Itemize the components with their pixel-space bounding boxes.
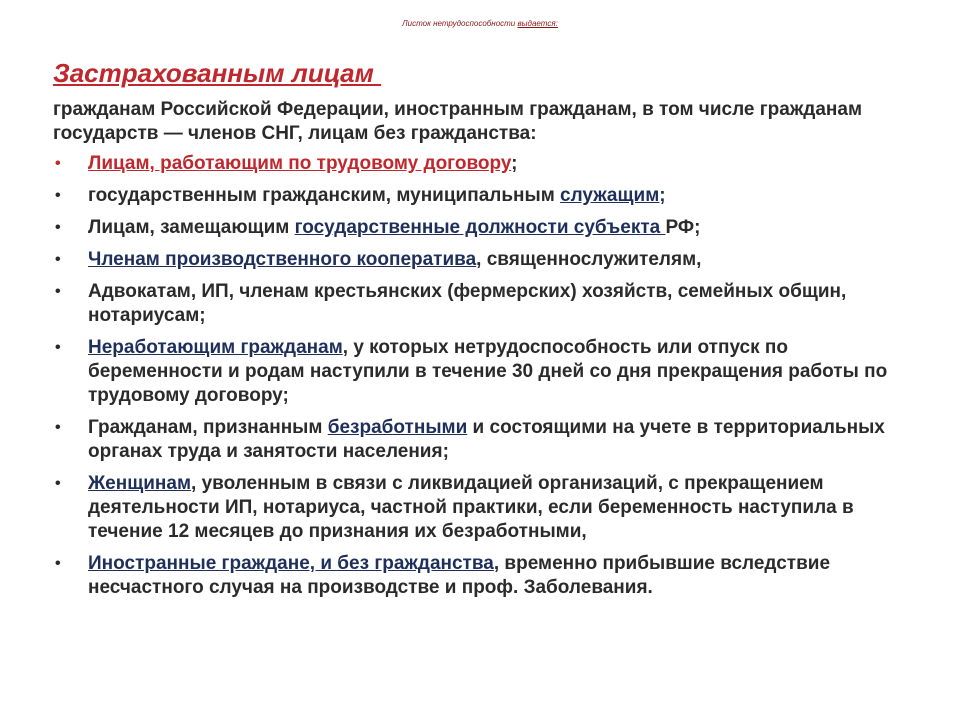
list-item bbox=[53, 336, 913, 408]
list-item bbox=[53, 472, 913, 544]
list-item-text: уволенным в связи с ликвидацией организаций, с прекращением деятельности ИП, нотариуса, частной практики, если беременность наступила в течение 12 месяцев до признания их безработными, bbox=[88, 473, 854, 542]
list-item-text: ; bbox=[511, 153, 518, 174]
list-item-text: Адвокатам, ИП, членам крестьянских (фермерских) хозяйств, семейных общин, нотариусам; bbox=[88, 281, 847, 326]
list-item bbox=[53, 416, 913, 464]
bullet-icon: • bbox=[55, 219, 61, 236]
bullet-icon: • bbox=[55, 475, 61, 492]
bullet-icon: • bbox=[55, 251, 61, 268]
top-title-underlined: выдается: bbox=[517, 19, 558, 28]
bullet-icon: • bbox=[55, 339, 61, 356]
bullet-icon: • bbox=[55, 155, 61, 172]
list-item-underline: , bbox=[191, 473, 197, 494]
list-item bbox=[53, 216, 913, 240]
list-item-text: и состоящими на учете в территориальных органах труда и занятости населения; bbox=[88, 417, 885, 462]
bullet-icon: • bbox=[55, 419, 61, 436]
list-item-text: Гражданам, признанным bbox=[88, 417, 328, 438]
list-item-text: Лицам, замещающим bbox=[88, 217, 295, 238]
list-item bbox=[53, 248, 913, 272]
bullet-list bbox=[53, 152, 913, 600]
list-item bbox=[53, 280, 913, 328]
list-item-link[interactable]: Неработающим гражданам bbox=[88, 337, 343, 358]
list-item-text: , священнослужителям, bbox=[476, 249, 702, 270]
list-item-text: , у которых нетрудоспособность или отпуск по беременности и родам наступили в течение 30 дней со дня прекращения работы по трудовому договору; bbox=[88, 337, 888, 406]
top-title-text: Листок нетрудоспособности bbox=[402, 19, 518, 28]
list-item-link[interactable]: государственные должности субъекта bbox=[294, 217, 666, 238]
section-heading: Застрахованным лицам bbox=[53, 58, 382, 88]
list-item bbox=[53, 152, 913, 176]
list-item-link[interactable]: Иностранные граждане, и без гражданства bbox=[88, 553, 494, 574]
content-body bbox=[53, 98, 913, 608]
list-item-text: РФ; bbox=[665, 217, 701, 238]
top-title bbox=[0, 19, 960, 28]
list-item-text: , временно прибывшие вследствие несчастного случая на производстве и проф. Заболевания. bbox=[88, 553, 831, 598]
bullet-icon: • bbox=[55, 187, 61, 204]
bullet-icon: • bbox=[55, 555, 61, 572]
list-item bbox=[53, 552, 913, 600]
list-item-link[interactable]: Женщинам bbox=[88, 473, 192, 494]
list-item-text: государственным гражданским, муниципальным bbox=[88, 185, 561, 206]
intro-paragraph: гражданам Российской Федерации, иностранным гражданам, в том числе гражданам государств — членов СНГ, лицам без гражданства: bbox=[53, 99, 863, 144]
bullet-icon: • bbox=[55, 283, 61, 300]
list-item-link[interactable]: безработными bbox=[327, 417, 468, 438]
list-item-link[interactable]: Лицам, работающим по трудовому договору bbox=[88, 153, 512, 174]
list-item-link[interactable]: служащим; bbox=[560, 185, 666, 206]
list-item bbox=[53, 184, 913, 208]
list-item-link[interactable]: Членам производственного кооператива bbox=[88, 249, 477, 270]
